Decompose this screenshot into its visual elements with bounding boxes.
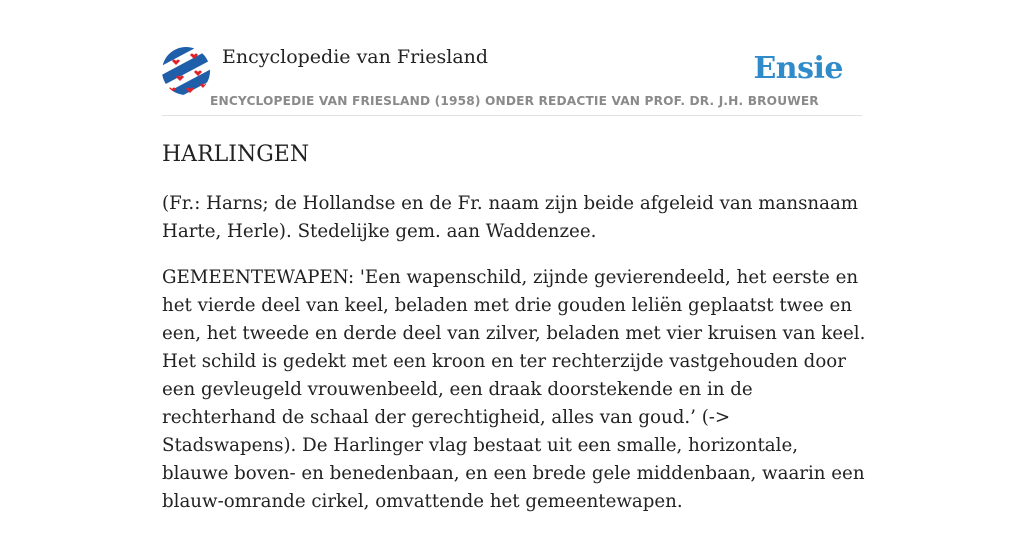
- brand-logo-link[interactable]: Ensie: [753, 51, 843, 86]
- entry-paragraph-coat-of-arms: GEMEENTEWAPEN: 'Een wapenschild, zijnde gevierendeeld, het eerste en het vierde deel van keel, beladen met drie gouden leliën geplaatst twee en een, het tweede en derde deel van zilver, beladen met vier kruisen van keel. Het schild is gedekt met een kroon en ter rechterzijde vastgehouden door een gevleugeld vrouwenbeeld, een draak doorstekende en in de rechterhand de schaal der gerechtigheid, alles van goud.’ (-> Stadswapens). De Harlinger vlag bestaat uit een smalle, horizontale, blauwe boven- en benedenbaan, en een brede gele middenbaan, waarin een blauw-omrande cirkel, omvattende het gemeentewapen.: [162, 267, 866, 512]
- entry-title: HARLINGEN: [162, 142, 310, 167]
- header-divider: [162, 115, 862, 116]
- entry-paragraph-intro: (Fr.: Harns; de Hollandse en de Fr. naam zijn beide afgeleid van mansnaam Harte, Herle). Stedelijke gem. aan Waddenzee.: [162, 193, 859, 242]
- friesland-flag-icon: [162, 47, 210, 95]
- site-name[interactable]: Encyclopedie van Friesland: [222, 46, 489, 68]
- entry-content: [162, 140, 867, 534]
- encyclopedia-subtitle: ENCYCLOPEDIE VAN FRIESLAND (1958) ONDER REDACTIE VAN PROF. DR. J.H. BROUWER: [210, 94, 819, 108]
